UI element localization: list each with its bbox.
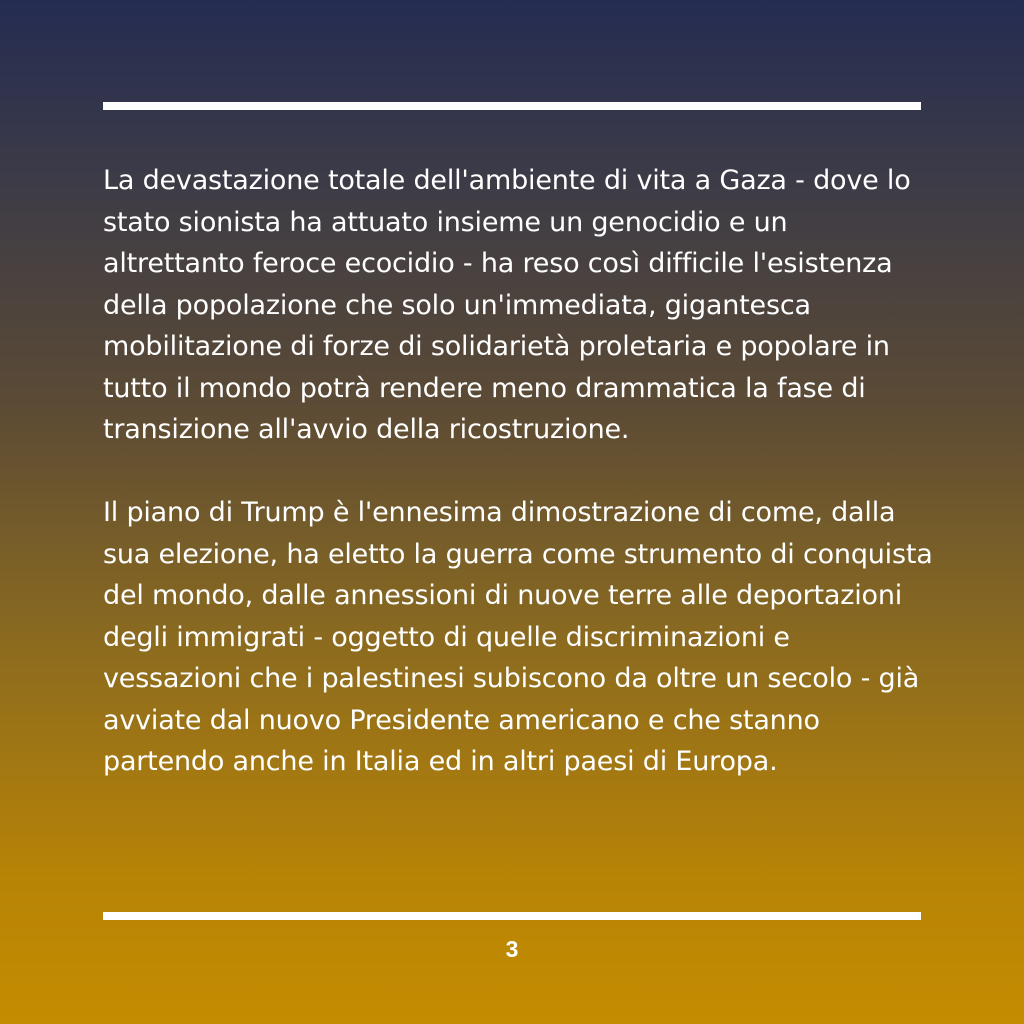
paragraph-2: Il piano di Trump è l'ennesima dimostrazione di come, dalla sua elezione, ha eletto la guerra come strumento di conquista del mondo, dalle annessioni di nuove terre alle deportazioni degli immigrati - oggetto di quelle discriminazioni e vessazioni che i palestinesi subiscono da oltre un secolo - già avviate dal nuovo Presidente americano e che stanno partendo anche in Italia ed in altri paesi di Europa. [103,497,933,777]
bottom-divider [103,912,921,920]
top-divider [103,102,921,110]
page-number: 3 [505,936,519,962]
body-text [103,160,933,783]
paragraph-1: La devastazione totale dell'ambiente di vita a Gaza - dove lo stato sionista ha attuato insieme un genocidio e un altrettanto feroce ecocidio - ha reso così difficile l'esistenza della popolazione che solo un'immediata, gigantesca mobilitazione di forze di solidarietà proletaria e popolare in tutto il mondo potrà rendere meno drammatica la fase di transizione all'avvio della ricostruzione. [103,165,911,445]
